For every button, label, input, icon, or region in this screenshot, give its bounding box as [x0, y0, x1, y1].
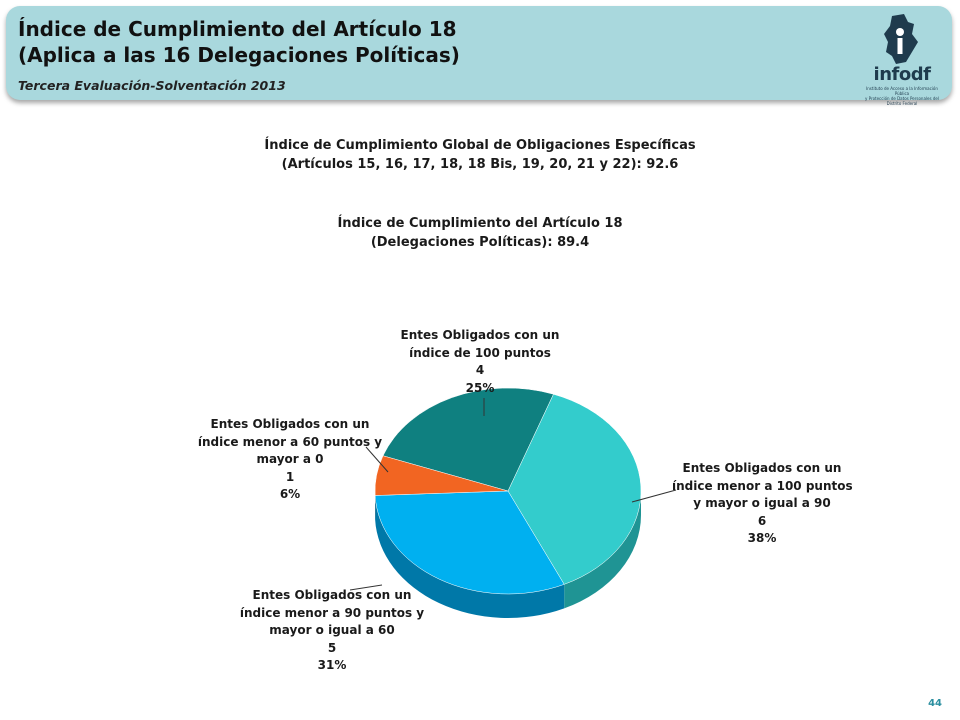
pie-slice-percent: 25% — [465, 380, 495, 395]
pie-slice-label-text: mayor a 0 — [256, 452, 324, 466]
pie-slice-value: 1 — [285, 469, 295, 484]
pie-slice-value: 6 — [757, 513, 767, 528]
pie-slice-percent: 38% — [747, 531, 777, 545]
pie-slice-label-2 — [232, 587, 432, 675]
global-index-line1: Índice de Cumplimiento Global de Obligaciones Específicas — [264, 138, 696, 153]
article18-index-line1: Índice de Cumplimiento del Artículo 18 — [337, 216, 623, 231]
pie-slice-label-3 — [190, 416, 390, 504]
pie-slice-label-text: índice menor a 90 puntos y — [239, 605, 425, 620]
pie-slice-tops — [375, 388, 641, 594]
pie-slice-value: 4 — [475, 363, 485, 377]
pie-slice-label-text: mayor o igual a 60 — [269, 623, 395, 637]
pie-slice-percent: 31% — [317, 658, 347, 672]
pie-slice-label-text: y mayor o igual a 90 — [693, 496, 831, 510]
pie-slice-value: 5 — [327, 640, 337, 655]
pie-slice-label-text: Entes Obligados con un — [400, 328, 560, 342]
global-index-line2: (Artículos 15, 16, 17, 18, 18 Bis, 19, 20, 21 y 22): 92.6 — [281, 157, 679, 172]
logo-caption-line2: y Protección de Datos Personales del Distrito Federal — [865, 96, 939, 106]
pie-slice-label-text: Entes Obligados con un — [252, 588, 412, 602]
logo-wordmark: infodf — [873, 64, 931, 85]
pie-slice-label-text: índice menor a 100 puntos — [672, 478, 853, 493]
page-title-line2: (Aplica a las 16 Delegaciones Políticas) — [18, 43, 460, 67]
logo-caption-line1: Instituto de Acceso a la Información Pública — [866, 86, 938, 96]
pie-slice-label-text: Entes Obligados con un — [210, 417, 370, 431]
page-subtitle: Tercera Evaluación-Solventación 2013 — [18, 78, 286, 93]
pie-slice-label-text: índice de 100 puntos — [409, 345, 551, 360]
pie-slice-label-1 — [672, 460, 852, 548]
page-number: 44 — [928, 698, 942, 709]
pie-slice-label-text: índice menor a 60 puntos y — [197, 434, 383, 449]
article18-index-line2: (Delegaciones Políticas): 89.4 — [370, 235, 590, 250]
pie-slice-label-text: Entes Obligados con un — [682, 461, 842, 475]
pie-slice-percent: 6% — [279, 487, 301, 501]
page-title-line1: Índice de Cumplimiento del Artículo 18 — [18, 17, 457, 41]
pie-slice-label-0 — [380, 327, 580, 397]
